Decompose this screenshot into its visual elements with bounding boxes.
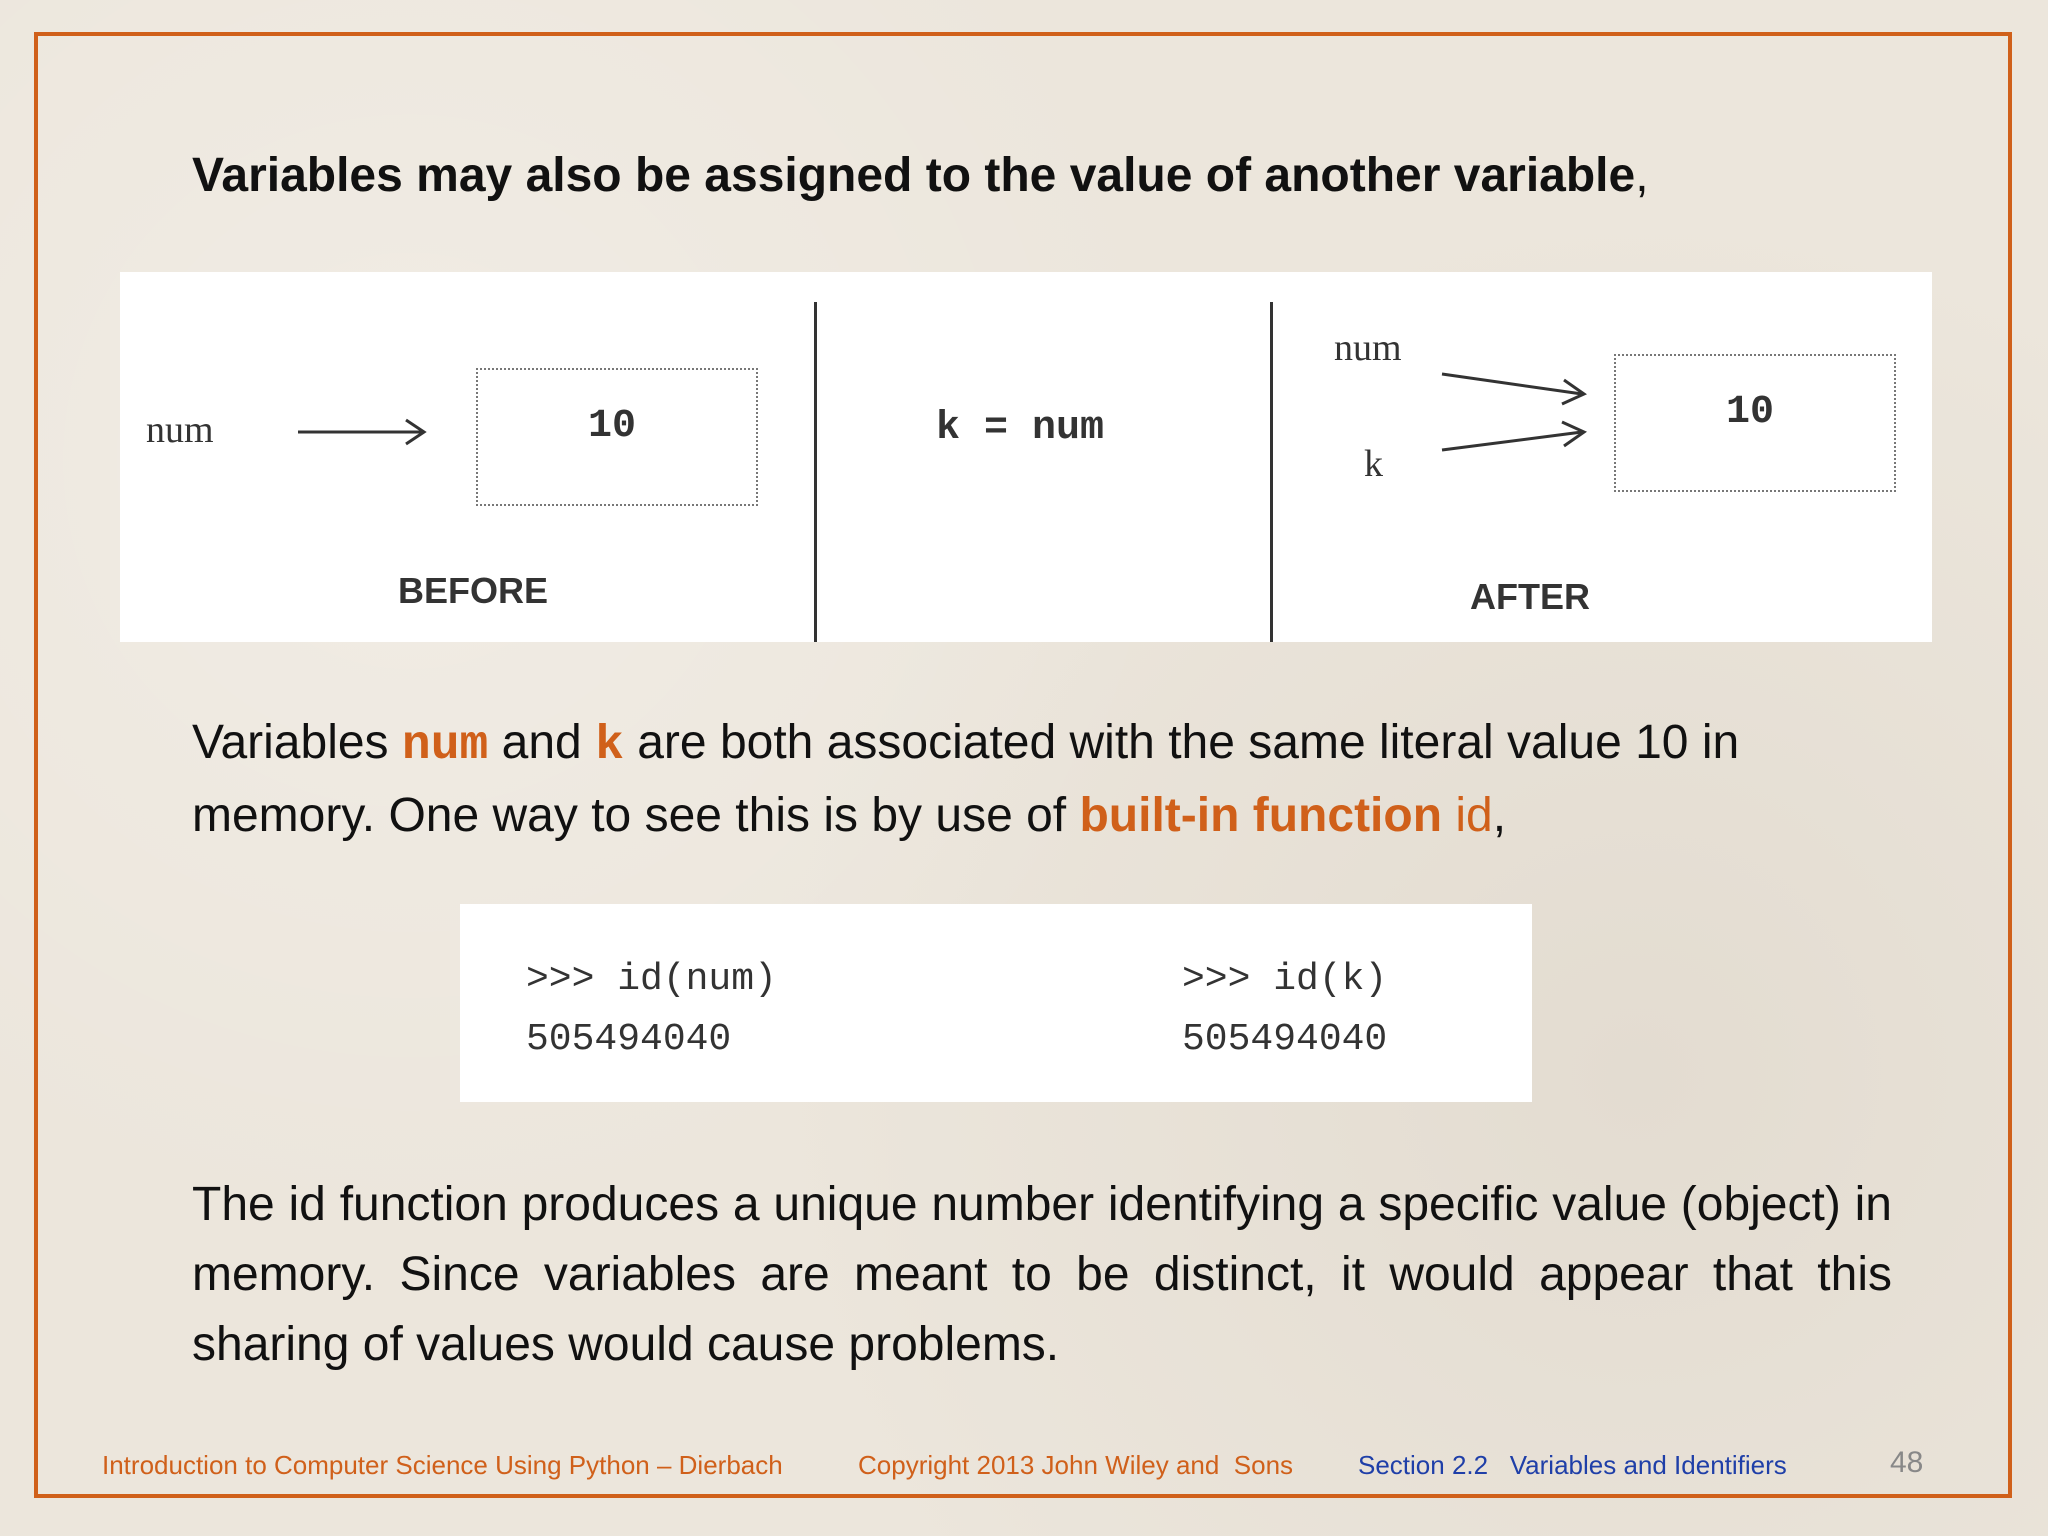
builtin-function-highlight: built-in function (1079, 789, 1443, 842)
footer-section: Section 2.2 Variables and Identifiers (1358, 1450, 1787, 1480)
assignment-statement: k = num (936, 406, 1105, 451)
para1-text-5: , (1492, 789, 1507, 842)
id-output-box (460, 904, 1532, 1102)
id-num-prompt: >>> id(num) (526, 958, 777, 1001)
code-num: num (401, 719, 489, 773)
paragraph-id-explanation: The id function produces a unique number identifying a specific value (object) in memory. Since variables are meant to be distinct, it would appear that this sharing of values would cause problems. (192, 1178, 1892, 1371)
footer-book-title: Introduction to Computer Science Using Python – Dierbach (102, 1450, 783, 1480)
id-function-name: id (1455, 789, 1493, 842)
paragraph-shared-value (192, 708, 1912, 851)
after-var-num-label: num (1334, 327, 1402, 369)
footer-copyright: Copyright 2013 John Wiley and Sons (858, 1450, 1294, 1480)
para1-text-3: are both associated with the same literal value 10 in memory. One way to see this is by use of (192, 716, 1740, 842)
slide-heading (192, 148, 1649, 203)
divider-right (1270, 302, 1273, 642)
page-number: 48 (1890, 1446, 1924, 1479)
para1-text-2: and (488, 716, 596, 769)
after-label: AFTER (1470, 576, 1590, 617)
para1-space (1442, 789, 1455, 842)
code-k: k (595, 719, 624, 773)
after-value: 10 (1726, 390, 1775, 435)
id-k-result: 505494040 (1182, 1018, 1388, 1061)
heading-bold-text: Variables may also be assigned to the value of another variable (192, 149, 1636, 202)
before-arrow (296, 412, 436, 452)
id-num-result: 505494040 (526, 1018, 732, 1061)
before-value: 10 (588, 404, 637, 449)
divider-left (814, 302, 817, 642)
after-var-k-label: k (1364, 443, 1383, 485)
para1-text-1: Variables (192, 716, 402, 769)
heading-tail: , (1635, 149, 1649, 202)
before-label: BEFORE (398, 570, 549, 611)
before-var-label: num (146, 409, 214, 451)
id-k-prompt: >>> id(k) (1182, 958, 1388, 1001)
after-arrows (1440, 362, 1600, 472)
assignment-diagram (120, 272, 1932, 642)
